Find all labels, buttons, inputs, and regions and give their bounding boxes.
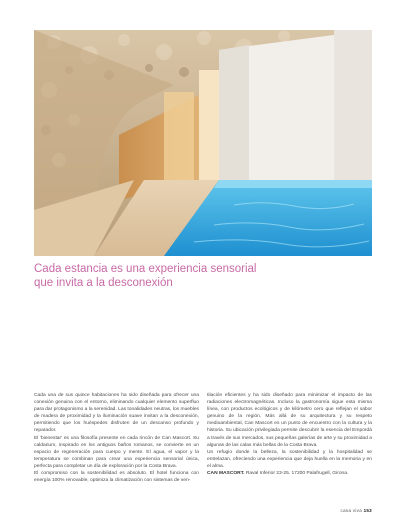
paragraph: Un refugio donde la belleza, la sostenibilidad y la hospitalidad se entrelazan, ofreciendo una experiencia que deja huella en la memoria y en el alma. bbox=[207, 449, 372, 469]
address bbox=[207, 470, 372, 477]
article-headline bbox=[34, 262, 284, 290]
headline-line-2: que invita a la desconexión bbox=[34, 277, 173, 289]
body-column-1 bbox=[34, 392, 199, 512]
paragraph: tilación eficientes y ha sido diseñado para minimizar el impacto de las radiaciones electromagnéticas. Incluso la gastronomía sigue esta misma línea, con productos ecológicos y de kilómetro cero que reflejan el sabor genuino de la región. Más allá de su arquitectura y su respeto medioambiental, Can Mascort es un punto de encuentro con la cultura y la historia. Su ubicación privilegiada permite descubrir la esencia del Empordà a través de sus mercados, sus pequeñas galerías de arte y su proximidad a algunas de las calas más bellas de la Costa Brava. bbox=[207, 393, 372, 448]
paragraph: Cada una de sus quince habitaciones ha sido diseñada para ofrecer una conexión genuina con el entorno, eliminando cualquier elemento superfluo para dar protagonismo a la serenidad. Las tonalidades neutras, los muebles de madera de proximidad y la iluminación suave invitan a la desconexión, permitiendo que los huéspedes disfruten de un descanso profundo y reparador. bbox=[34, 393, 199, 434]
headline-line-1: Cada estancia es una experiencia sensorial bbox=[34, 263, 257, 275]
address-name: CAN MASCORT. bbox=[207, 471, 245, 477]
paragraph: El 'bienestar' es una filosofía presente en cada rincón de Can Mascort. Su caldarium, inspirado en los antiguos baños romanos, se convierte en un espacio de regeneración para cuerpo y mente. El agua, el vapor y la temperatura se combinan para crear una experiencia sensorial única, perfecta para completar un día de exploración por la Costa Brava. bbox=[34, 435, 199, 469]
page-footer bbox=[341, 508, 372, 513]
body-column-2 bbox=[207, 392, 372, 512]
article-body bbox=[34, 392, 372, 512]
hero-photo bbox=[34, 30, 372, 256]
publication-name: casa viva bbox=[340, 508, 363, 513]
page-number: 153 bbox=[363, 508, 372, 513]
spa-pool-illustration bbox=[34, 30, 372, 256]
address-details: Raval Inferior 23-25. 17200 Palafrugell, Girona. bbox=[244, 471, 349, 477]
paragraph: El compromiso con la sostenibilidad es absoluto. El hotel funciona con energía 100% renovable, optimiza la climatización con sistemas de ven- bbox=[34, 471, 199, 484]
